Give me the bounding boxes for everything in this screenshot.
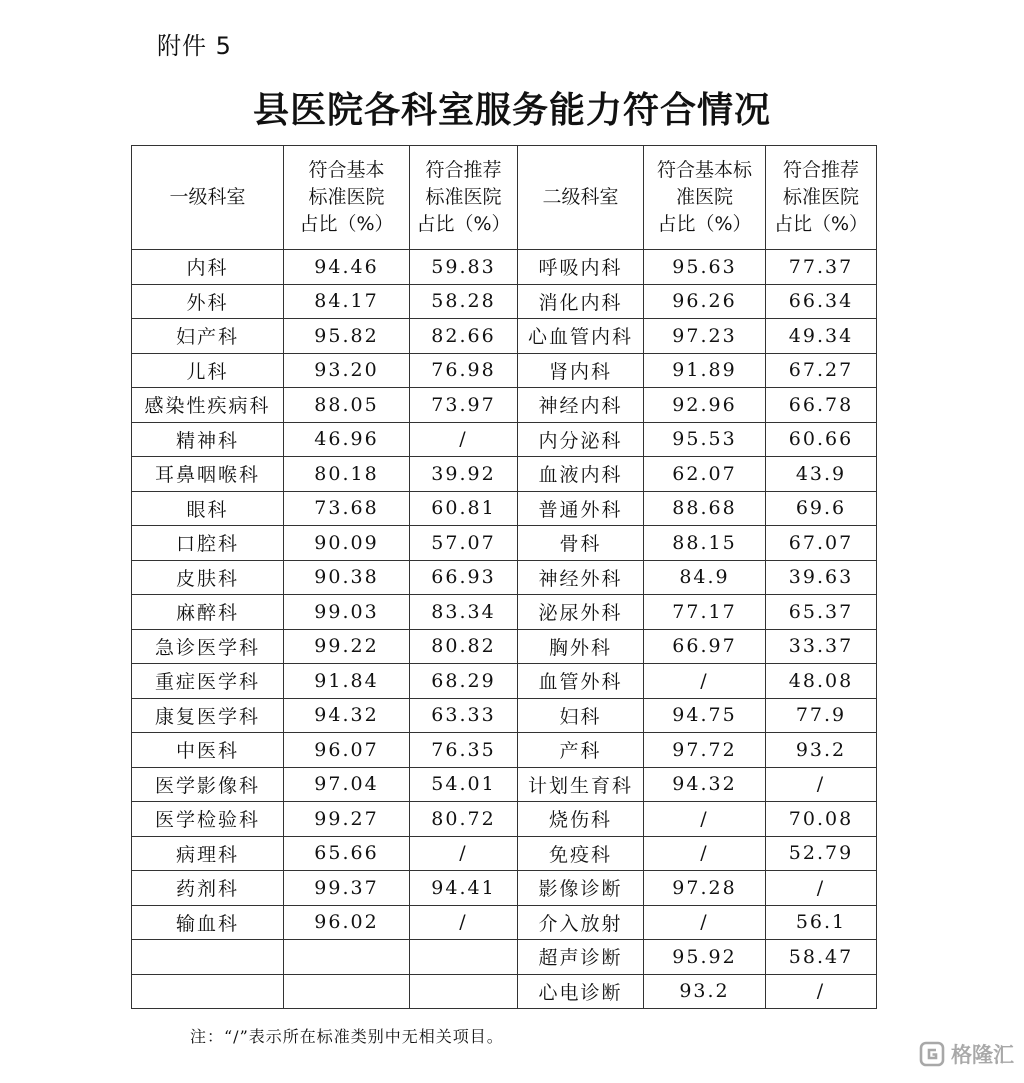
- col-header-secondary-recommended: 符合推荐 标准医院 占比（%）: [766, 146, 877, 250]
- secondary-recommended-cell: /: [766, 871, 877, 906]
- capability-table: [131, 145, 877, 1009]
- table-body: [132, 250, 877, 1009]
- col-header-secondary-basic: 符合基本标 准医院 占比（%）: [644, 146, 766, 250]
- primary-basic-cell: [284, 940, 410, 975]
- secondary-recommended-cell: 52.79: [766, 836, 877, 871]
- secondary-dept-cell: 影像诊断: [518, 871, 644, 906]
- table-row: [132, 422, 877, 457]
- primary-recommended-cell: 80.82: [410, 629, 518, 664]
- primary-recommended-cell: /: [410, 905, 518, 940]
- primary-dept-cell: 口腔科: [132, 526, 284, 561]
- secondary-dept-cell: 呼吸内科: [518, 250, 644, 285]
- primary-recommended-cell: 57.07: [410, 526, 518, 561]
- secondary-dept-cell: 心电诊断: [518, 974, 644, 1009]
- table-row: [132, 319, 877, 354]
- primary-recommended-cell: 59.83: [410, 250, 518, 285]
- primary-dept-cell: 康复医学科: [132, 698, 284, 733]
- secondary-dept-cell: 泌尿外科: [518, 595, 644, 630]
- secondary-dept-cell: 神经外科: [518, 560, 644, 595]
- secondary-dept-cell: 产科: [518, 733, 644, 768]
- secondary-dept-cell: 骨科: [518, 526, 644, 561]
- primary-recommended-cell: [410, 940, 518, 975]
- secondary-dept-cell: 普通外科: [518, 491, 644, 526]
- table-row: [132, 698, 877, 733]
- primary-basic-cell: 80.18: [284, 457, 410, 492]
- primary-dept-cell: 儿科: [132, 353, 284, 388]
- primary-dept-cell: 医学影像科: [132, 767, 284, 802]
- primary-basic-cell: 97.04: [284, 767, 410, 802]
- primary-recommended-cell: 60.81: [410, 491, 518, 526]
- primary-dept-cell: 外科: [132, 284, 284, 319]
- primary-dept-cell: 药剂科: [132, 871, 284, 906]
- table-row: [132, 733, 877, 768]
- table-row: [132, 526, 877, 561]
- primary-basic-cell: 96.02: [284, 905, 410, 940]
- table-row: [132, 353, 877, 388]
- secondary-recommended-cell: 66.78: [766, 388, 877, 423]
- primary-recommended-cell: 63.33: [410, 698, 518, 733]
- primary-recommended-cell: 66.93: [410, 560, 518, 595]
- primary-dept-cell: [132, 974, 284, 1009]
- table-row: [132, 802, 877, 837]
- primary-dept-cell: 急诊医学科: [132, 629, 284, 664]
- primary-recommended-cell: /: [410, 836, 518, 871]
- secondary-basic-cell: 66.97: [644, 629, 766, 664]
- table-row: [132, 905, 877, 940]
- primary-recommended-cell: 58.28: [410, 284, 518, 319]
- primary-basic-cell: 94.32: [284, 698, 410, 733]
- secondary-basic-cell: 97.23: [644, 319, 766, 354]
- secondary-basic-cell: 97.72: [644, 733, 766, 768]
- secondary-basic-cell: 88.15: [644, 526, 766, 561]
- table-row: [132, 974, 877, 1009]
- primary-dept-cell: 耳鼻咽喉科: [132, 457, 284, 492]
- secondary-recommended-cell: /: [766, 767, 877, 802]
- col-header-primary-recommended: 符合推荐 标准医院 占比（%）: [410, 146, 518, 250]
- secondary-dept-cell: 介入放射: [518, 905, 644, 940]
- secondary-basic-cell: 93.2: [644, 974, 766, 1009]
- secondary-recommended-cell: 48.08: [766, 664, 877, 699]
- secondary-basic-cell: 62.07: [644, 457, 766, 492]
- secondary-basic-cell: 84.9: [644, 560, 766, 595]
- primary-recommended-cell: 82.66: [410, 319, 518, 354]
- secondary-basic-cell: 94.32: [644, 767, 766, 802]
- primary-basic-cell: [284, 974, 410, 1009]
- primary-dept-cell: [132, 940, 284, 975]
- secondary-basic-cell: 91.89: [644, 353, 766, 388]
- primary-dept-cell: 医学检验科: [132, 802, 284, 837]
- primary-recommended-cell: [410, 974, 518, 1009]
- secondary-dept-cell: 超声诊断: [518, 940, 644, 975]
- secondary-recommended-cell: 77.9: [766, 698, 877, 733]
- table-row: [132, 388, 877, 423]
- gelonghui-logo-icon: [919, 1041, 945, 1067]
- secondary-recommended-cell: 58.47: [766, 940, 877, 975]
- primary-basic-cell: 94.46: [284, 250, 410, 285]
- primary-recommended-cell: /: [410, 422, 518, 457]
- secondary-basic-cell: 95.92: [644, 940, 766, 975]
- primary-recommended-cell: 80.72: [410, 802, 518, 837]
- primary-basic-cell: 90.38: [284, 560, 410, 595]
- primary-basic-cell: 73.68: [284, 491, 410, 526]
- primary-basic-cell: 88.05: [284, 388, 410, 423]
- secondary-basic-cell: /: [644, 664, 766, 699]
- secondary-recommended-cell: 43.9: [766, 457, 877, 492]
- secondary-basic-cell: 97.28: [644, 871, 766, 906]
- secondary-dept-cell: 血管外科: [518, 664, 644, 699]
- watermark: [919, 1039, 1014, 1069]
- primary-dept-cell: 眼科: [132, 491, 284, 526]
- table-row: [132, 836, 877, 871]
- secondary-basic-cell: 77.17: [644, 595, 766, 630]
- secondary-basic-cell: 88.68: [644, 491, 766, 526]
- secondary-basic-cell: /: [644, 802, 766, 837]
- secondary-basic-cell: 95.63: [644, 250, 766, 285]
- primary-dept-cell: 精神科: [132, 422, 284, 457]
- table-row: [132, 284, 877, 319]
- secondary-dept-cell: 心血管内科: [518, 319, 644, 354]
- secondary-dept-cell: 妇科: [518, 698, 644, 733]
- table-row: [132, 595, 877, 630]
- secondary-recommended-cell: 65.37: [766, 595, 877, 630]
- primary-recommended-cell: 83.34: [410, 595, 518, 630]
- secondary-recommended-cell: 66.34: [766, 284, 877, 319]
- primary-basic-cell: 84.17: [284, 284, 410, 319]
- watermark-text: 格隆汇: [951, 1043, 1014, 1067]
- secondary-dept-cell: 胸外科: [518, 629, 644, 664]
- primary-basic-cell: 99.03: [284, 595, 410, 630]
- primary-recommended-cell: 39.92: [410, 457, 518, 492]
- secondary-dept-cell: 消化内科: [518, 284, 644, 319]
- primary-dept-cell: 妇产科: [132, 319, 284, 354]
- footnote: 注：“/”表示所在标准类别中无相关项目。: [190, 1027, 504, 1046]
- secondary-recommended-cell: 67.27: [766, 353, 877, 388]
- secondary-recommended-cell: 69.6: [766, 491, 877, 526]
- secondary-basic-cell: 92.96: [644, 388, 766, 423]
- table-row: [132, 457, 877, 492]
- primary-basic-cell: 99.22: [284, 629, 410, 664]
- table-header-row: [132, 146, 877, 250]
- secondary-recommended-cell: 60.66: [766, 422, 877, 457]
- primary-dept-cell: 麻醉科: [132, 595, 284, 630]
- primary-basic-cell: 90.09: [284, 526, 410, 561]
- secondary-recommended-cell: 56.1: [766, 905, 877, 940]
- primary-basic-cell: 91.84: [284, 664, 410, 699]
- secondary-recommended-cell: 77.37: [766, 250, 877, 285]
- table-row: [132, 491, 877, 526]
- primary-basic-cell: 93.20: [284, 353, 410, 388]
- primary-recommended-cell: 76.98: [410, 353, 518, 388]
- secondary-recommended-cell: 93.2: [766, 733, 877, 768]
- secondary-recommended-cell: 33.37: [766, 629, 877, 664]
- secondary-basic-cell: 96.26: [644, 284, 766, 319]
- primary-dept-cell: 重症医学科: [132, 664, 284, 699]
- secondary-recommended-cell: 39.63: [766, 560, 877, 595]
- secondary-dept-cell: 神经内科: [518, 388, 644, 423]
- col-header-primary-dept: 一级科室: [132, 146, 284, 250]
- table-row: [132, 560, 877, 595]
- col-header-secondary-dept: 二级科室: [518, 146, 644, 250]
- secondary-dept-cell: 血液内科: [518, 457, 644, 492]
- col-header-primary-basic: 符合基本 标准医院 占比（%）: [284, 146, 410, 250]
- secondary-recommended-cell: /: [766, 974, 877, 1009]
- secondary-recommended-cell: 70.08: [766, 802, 877, 837]
- secondary-dept-cell: 计划生育科: [518, 767, 644, 802]
- table-row: [132, 871, 877, 906]
- secondary-dept-cell: 内分泌科: [518, 422, 644, 457]
- primary-recommended-cell: 54.01: [410, 767, 518, 802]
- primary-recommended-cell: 68.29: [410, 664, 518, 699]
- primary-recommended-cell: 94.41: [410, 871, 518, 906]
- secondary-recommended-cell: 67.07: [766, 526, 877, 561]
- primary-recommended-cell: 73.97: [410, 388, 518, 423]
- attachment-label: 附件 5: [157, 32, 232, 60]
- secondary-basic-cell: /: [644, 905, 766, 940]
- primary-basic-cell: 65.66: [284, 836, 410, 871]
- secondary-basic-cell: 95.53: [644, 422, 766, 457]
- primary-dept-cell: 病理科: [132, 836, 284, 871]
- table-row: [132, 629, 877, 664]
- primary-basic-cell: 99.37: [284, 871, 410, 906]
- primary-basic-cell: 99.27: [284, 802, 410, 837]
- secondary-dept-cell: 免疫科: [518, 836, 644, 871]
- secondary-basic-cell: 94.75: [644, 698, 766, 733]
- secondary-dept-cell: 肾内科: [518, 353, 644, 388]
- table-row: [132, 940, 877, 975]
- primary-basic-cell: 95.82: [284, 319, 410, 354]
- primary-recommended-cell: 76.35: [410, 733, 518, 768]
- primary-basic-cell: 46.96: [284, 422, 410, 457]
- table-row: [132, 767, 877, 802]
- secondary-dept-cell: 烧伤科: [518, 802, 644, 837]
- primary-dept-cell: 输血科: [132, 905, 284, 940]
- primary-dept-cell: 皮肤科: [132, 560, 284, 595]
- secondary-recommended-cell: 49.34: [766, 319, 877, 354]
- secondary-basic-cell: /: [644, 836, 766, 871]
- primary-basic-cell: 96.07: [284, 733, 410, 768]
- primary-dept-cell: 感染性疾病科: [132, 388, 284, 423]
- table-row: [132, 664, 877, 699]
- primary-dept-cell: 内科: [132, 250, 284, 285]
- table-row: [132, 250, 877, 285]
- document-title: 县医院各科室服务能力符合情况: [252, 90, 771, 131]
- primary-dept-cell: 中医科: [132, 733, 284, 768]
